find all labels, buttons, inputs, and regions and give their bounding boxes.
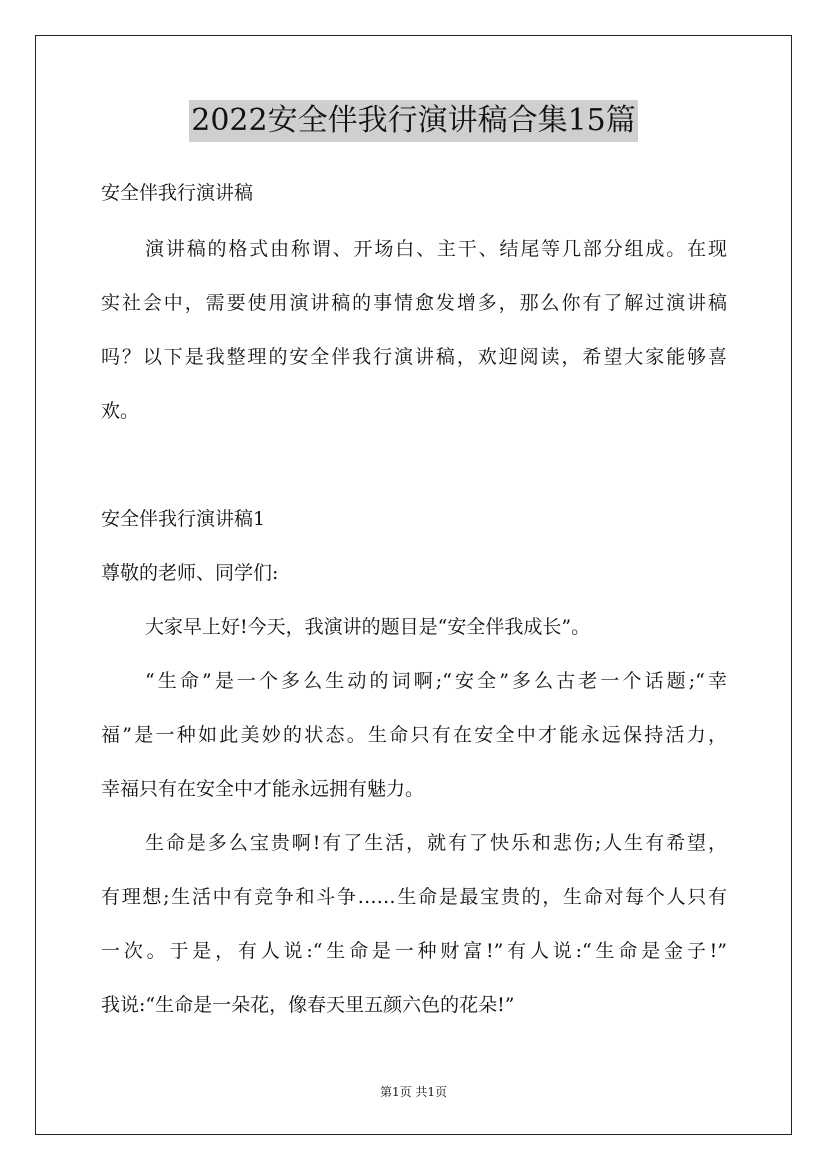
paragraph-3-line-1: 生命是多么宝贵啊!有了生活，就有了快乐和悲伤;人生有希望，: [145, 832, 727, 854]
document-title: 2022安全伴我行演讲稿合集15篇: [189, 100, 638, 142]
intro-heading: 安全伴我行演讲稿: [101, 182, 254, 204]
paragraph-3-line-3: 一次。于是，有人说:“生命是一种财富!”有人说:“生命是金子!”: [101, 940, 727, 962]
intro-line-3: 吗？以下是我整理的安全伴我行演讲稿，欢迎阅读，希望大家能够喜: [101, 346, 727, 368]
paragraph-2-line-3: 幸福只有在安全中才能永远拥有魅力。: [101, 778, 425, 800]
paragraph-2-line-2: 福”是一种如此美妙的状态。生命只有在安全中才能永远保持活力，: [101, 724, 727, 746]
title-wrap: [0, 100, 827, 142]
intro-line-1: 演讲稿的格式由称谓、开场白、主干、结尾等几部分组成。在现: [145, 238, 727, 260]
paragraph-3-line-2: 有理想;生活中有竞争和斗争……生命是最宝贵的，生命对每个人只有: [101, 886, 727, 908]
page-footer: 第1页 共1页: [379, 1085, 448, 1099]
paragraph-1: 大家早上好!今天，我演讲的题目是“安全伴我成长”。: [145, 616, 591, 638]
section-heading: 安全伴我行演讲稿1: [101, 508, 266, 530]
intro-line-2: 实社会中，需要使用演讲稿的事情愈发增多，那么你有了解过演讲稿: [101, 292, 727, 314]
salutation: 尊敬的老师、同学们:: [101, 562, 279, 584]
paragraph-2-line-1: “生命”是一个多么生动的词啊;“安全”多么古老一个话题;“幸: [145, 670, 727, 692]
paragraph-3-line-4: 我说:“生命是一朵花，像春天里五颜六色的花朵!”: [101, 994, 515, 1016]
intro-line-4: 欢。: [101, 400, 140, 422]
